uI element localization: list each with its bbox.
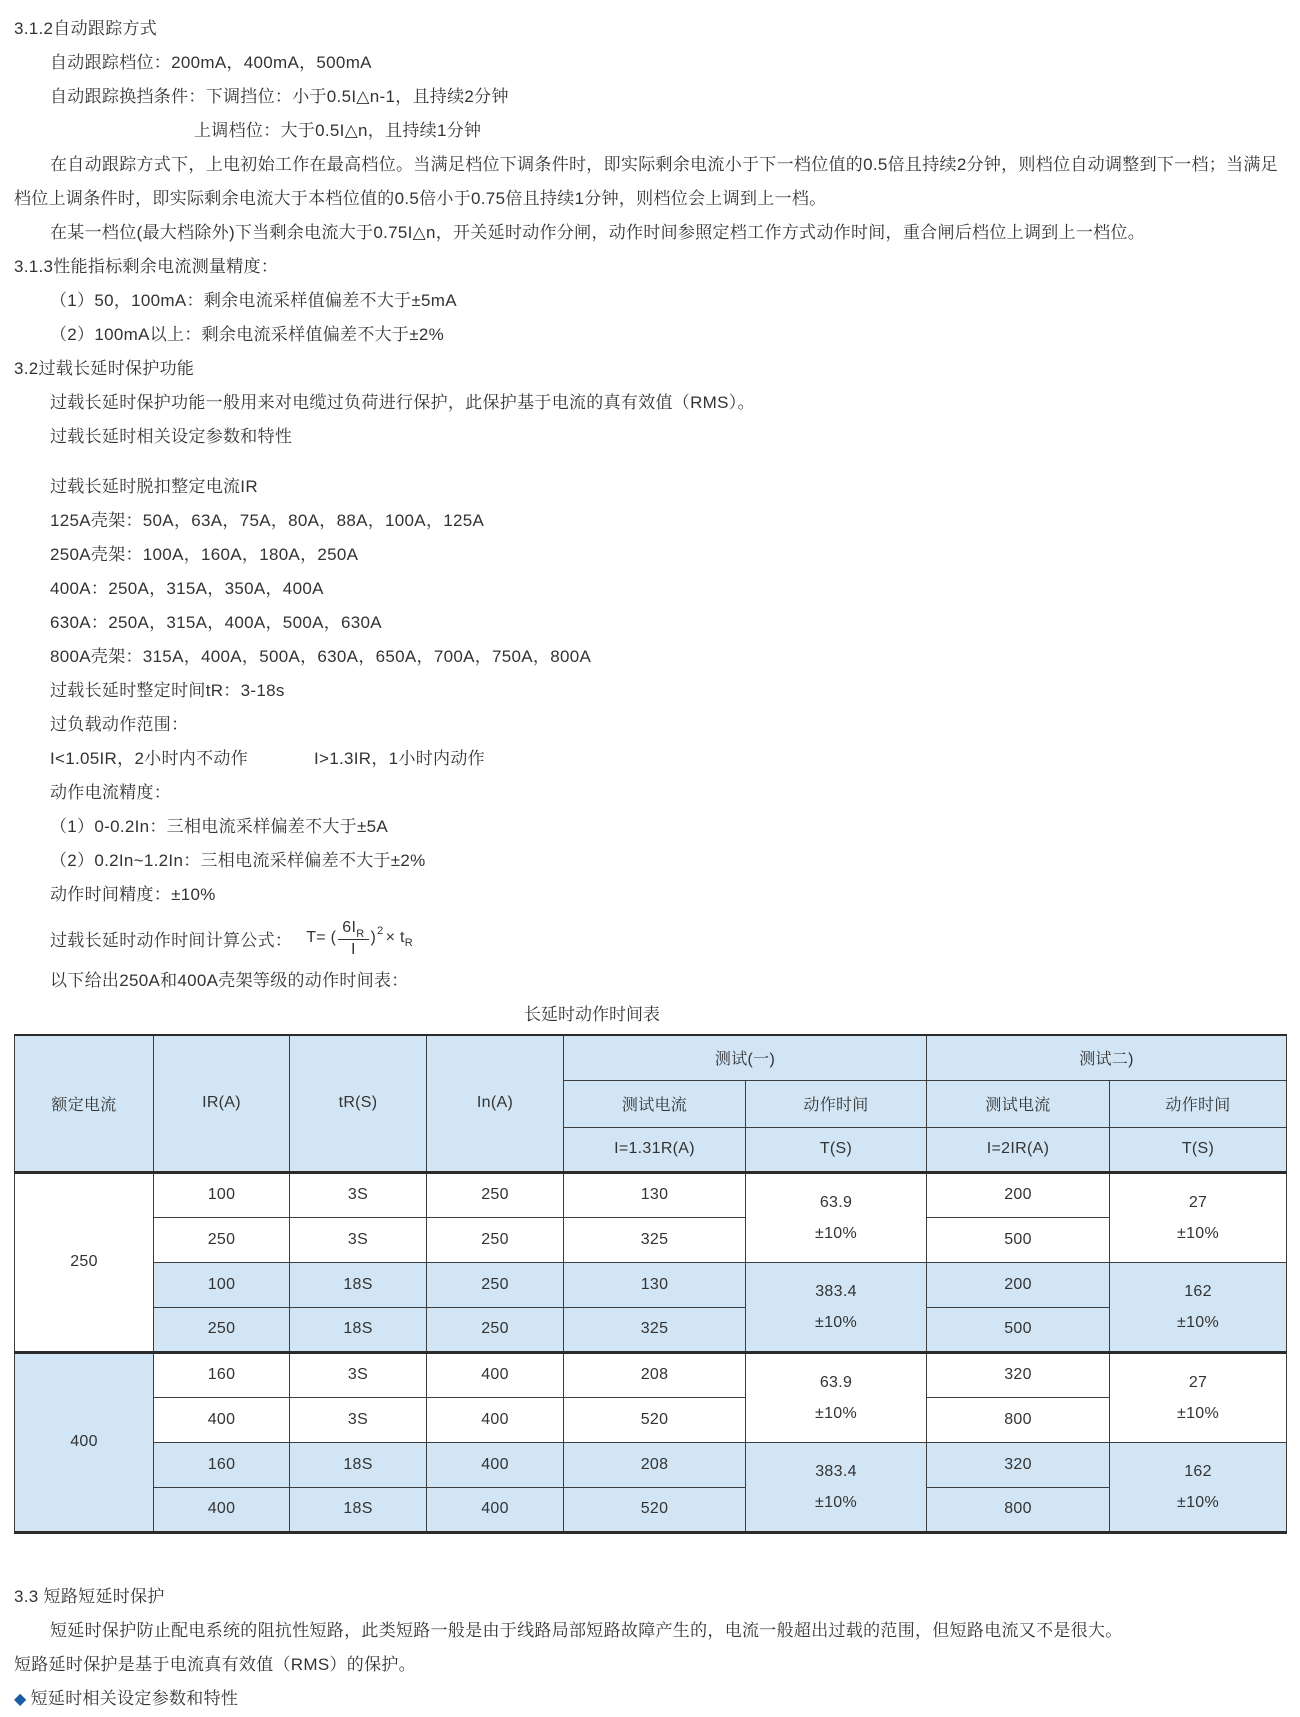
cell-in: 400 [427,1487,564,1532]
formula-exponent: 2 [377,925,384,937]
header-i-131: I=1.31R(A) [564,1127,746,1172]
auto-track-levels: 自动跟踪档位：200mA，400mA，500mA [50,53,372,72]
formula-denominator: I [351,940,356,958]
overload-range-line [14,742,1286,776]
cell-in: 400 [427,1397,564,1442]
formula-fraction [338,918,368,959]
cell-test1-time: 63.9 ±10% [746,1172,927,1262]
overload-params-title: 过载长延时相关设定参数和特性 [50,427,293,446]
cell-tr: 3S [290,1172,427,1217]
cell-test1-current: 520 [564,1397,746,1442]
cell-in: 400 [427,1352,564,1397]
current-accuracy-item-1: （1）0-0.2In：三相电流采样偏差不大于±5A [50,817,389,836]
header-i-2ir: I=2IR(A) [927,1127,1110,1172]
cell-test2-time: 27 ±10% [1110,1172,1287,1262]
header-action-time-2: 动作时间 [1110,1080,1287,1127]
formula-paren: ) [370,929,377,946]
cell-in: 400 [427,1442,564,1487]
table-row [15,1487,1287,1532]
table-row [15,1172,1287,1217]
cell-test2-current: 800 [927,1397,1110,1442]
cell-test2-current: 500 [927,1217,1110,1262]
formula-times: × t [385,929,405,946]
header-action-time-1: 动作时间 [746,1080,927,1127]
cell-test2-current: 200 [927,1172,1110,1217]
table-row [15,1442,1287,1487]
frame-630a: 630A：250A，315A，400A，500A，630A [50,613,382,632]
frame-125a: 125A壳架：50A，63A，75A，80A，88A，100A，125A [50,511,485,530]
table-row [15,1352,1287,1397]
auto-track-switch-up: 上调档位：大于0.5I△n，且持续1分钟 [194,121,482,140]
formula-line [14,912,1286,964]
cell-test2-time: 162 ±10% [1110,1262,1287,1352]
auto-track-paragraph: 在自动跟踪方式下，上电初始工作在最高档位。当满足档位下调条件时，即实际剩余电流小于下一档位值的0.5倍且持续2分钟，则档位自动调整到下一档；当满足档位上调条件时，即实际剩余电流大于本档位值的0.5倍小于0.75倍且持续1分钟，则档位会上调到上一档。 [14,155,1278,208]
cell-test1-current: 130 [564,1172,746,1217]
header-rated-current: 额定电流 [15,1035,154,1172]
cell-rated-400: 400 [15,1352,154,1532]
header-test-current-2: 测试电流 [927,1080,1110,1127]
cell-ir: 400 [154,1397,290,1442]
section-3-2-heading: 3.2过载长延时保护功能 [14,359,195,378]
header-ts-2: T(S) [1110,1127,1287,1172]
cell-tr: 18S [290,1442,427,1487]
cell-in: 250 [427,1262,564,1307]
range-action: I>1.3IR，1小时内动作 [314,749,485,768]
table-row [15,1262,1287,1307]
header-test-2: 测试二) [927,1035,1287,1080]
header-test-1: 测试(一) [564,1035,927,1080]
cell-test1-current: 208 [564,1442,746,1487]
frame-800a: 800A壳架：315A，400A，500A，630A，650A，700A，750A，800A [50,647,592,666]
cell-in: 250 [427,1217,564,1262]
header-test-current-1: 测试电流 [564,1080,746,1127]
cell-ir: 160 [154,1442,290,1487]
long-delay-action-table [14,1034,1287,1534]
cell-test1-time: 383.4 ±10% [746,1262,927,1352]
current-accuracy-title: 动作电流精度： [50,783,172,802]
current-accuracy-item-2: （2）0.2In~1.2In：三相电流采样偏差不大于±2% [50,851,426,870]
overload-ir-title: 过载长延时脱扣整定电流IR [50,477,258,496]
cell-in: 250 [427,1307,564,1352]
frame-250a: 250A壳架：100A，160A，180A，250A [50,545,359,564]
auto-track-switch-condition: 自动跟踪换挡条件：下调挡位：小于0.5I△n-1，且持续2分钟 [50,87,509,106]
cell-ir: 100 [154,1172,290,1217]
table-title: 长延时动作时间表 [524,1005,660,1024]
section-3-1-3-heading: 3.1.3性能指标剩余电流测量精度： [14,257,279,276]
diamond-icon: ◆ [14,1690,27,1708]
cell-ir: 250 [154,1217,290,1262]
header-ts-1: T(S) [746,1127,927,1172]
cell-test1-time: 63.9 ±10% [746,1352,927,1442]
cell-ir: 100 [154,1262,290,1307]
auto-track-paragraph-2: 在某一档位(最大档除外)下当剩余电流大于0.75I△n，开关延时动作分闸，动作时间参照定档工作方式动作时间，重合闸后档位上调到上一档位。 [50,223,1146,242]
cell-test2-current: 320 [927,1352,1110,1397]
table-row [15,1307,1287,1352]
accuracy-item-2: （2）100mA以上：剩余电流采样值偏差不大于±2% [50,325,445,344]
cell-tr: 3S [290,1217,427,1262]
short-delay-paragraph-2: 短路延时保护是基于电流真有效值（RMS）的保护。 [14,1654,416,1674]
cell-tr: 18S [290,1307,427,1352]
table-intro: 以下给出250A和400A壳架等级的动作时间表： [50,971,409,990]
cell-in: 250 [427,1172,564,1217]
cell-test1-current: 208 [564,1352,746,1397]
cell-test2-time: 162 ±10% [1110,1442,1287,1532]
cell-tr: 3S [290,1352,427,1397]
cell-rated-250: 250 [15,1172,154,1352]
cell-test2-current: 200 [927,1262,1110,1307]
cell-test2-current: 500 [927,1307,1110,1352]
formula-label: 过载长延时动作时间计算公式： [50,930,293,950]
short-delay-bullet-text: 短延时相关设定参数和特性 [30,1688,239,1708]
cell-test2-current: 320 [927,1442,1110,1487]
cell-test2-current: 800 [927,1487,1110,1532]
cell-test2-time: 27 ±10% [1110,1352,1287,1442]
tr-setting-time: 过载长延时整定时间tR：3-18s [50,681,285,700]
cell-test1-current: 325 [564,1307,746,1352]
formula-t-sub: R [404,937,413,949]
cell-test1-current: 130 [564,1262,746,1307]
formula-lhs: T= ( [306,929,337,946]
header-ir: IR(A) [154,1035,290,1172]
frame-400a: 400A：250A，315A，350A，400A [50,579,324,598]
range-no-action: I<1.05IR，2小时内不动作 [50,749,248,768]
accuracy-item-1: （1）50，100mA：剩余电流采样值偏差不大于±5mA [50,291,457,310]
overload-intro: 过载长延时保护功能一般用来对电缆过负荷进行保护，此保护基于电流的真有效值（RMS）。 [50,393,755,412]
overload-range-title: 过负载动作范围： [50,715,189,734]
section-3-1-2-heading: 3.1.2自动跟踪方式 [14,19,158,38]
short-delay-paragraph-1: 短延时保护防止配电系统的阻抗性短路，此类短路一般是由于线路局部短路故障产生的，电流一般超出过载的范围，但短路电流又不是很大。 [50,1620,1123,1640]
formula-numerator: $6I_R$ [338,918,368,940]
header-in: In(A) [427,1035,564,1172]
cell-ir: 160 [154,1352,290,1397]
long-delay-formula [306,918,413,959]
header-tr: tR(S) [290,1035,427,1172]
section-3-3-heading: 3.3 短路短延时保护 [14,1586,165,1606]
cell-tr: 3S [290,1397,427,1442]
short-delay-bullet-line [14,1682,1286,1717]
section-3-3 [14,1580,1286,1717]
table-row [15,1217,1287,1262]
cell-tr: 18S [290,1262,427,1307]
cell-ir: 250 [154,1307,290,1352]
time-accuracy: 动作时间精度：±10% [50,885,216,904]
cell-tr: 18S [290,1487,427,1532]
cell-ir: 400 [154,1487,290,1532]
cell-test1-time: 383.4 ±10% [746,1442,927,1532]
table-row [15,1397,1287,1442]
cell-test1-current: 325 [564,1217,746,1262]
cell-test1-current: 520 [564,1487,746,1532]
